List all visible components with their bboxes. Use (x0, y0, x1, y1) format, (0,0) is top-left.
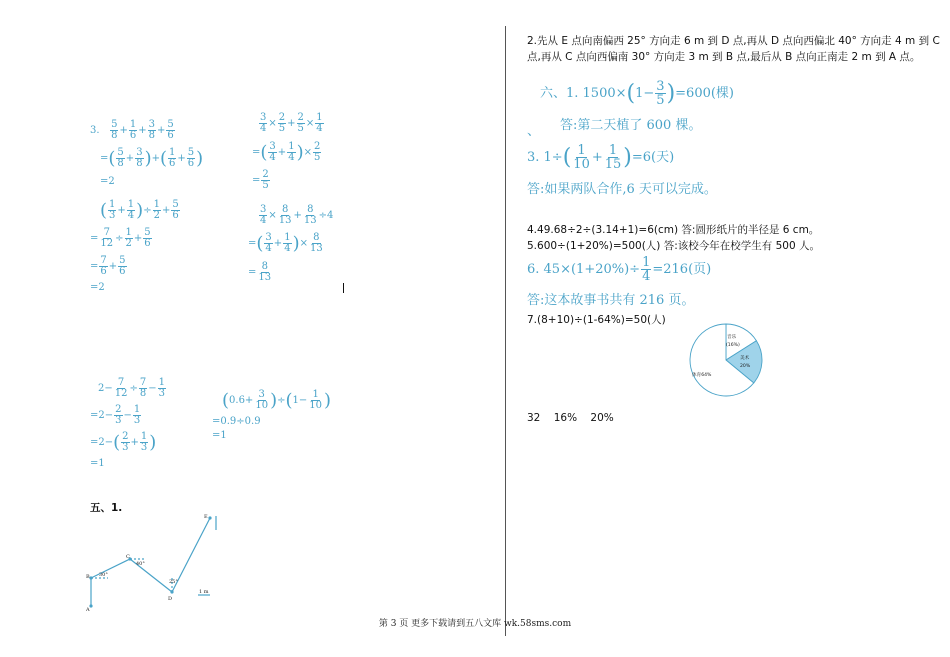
q3a-line1: 3. $\frac{5}{8}$ + $\frac{1}{6}$ + $\frac{3}{8}$ + $\frac{5}{6}$ (90, 119, 174, 141)
q3c-line4: =2 (90, 282, 105, 293)
label-d: D (168, 596, 173, 602)
pie-label-art-pct: 20% (740, 364, 751, 369)
pie-chart (686, 322, 766, 398)
scale-label: 1 m (199, 589, 209, 595)
q3-right: 3. 1÷( $\frac{1}{10}$ + $\frac{1}{15}$ )=6(天) (527, 143, 675, 172)
pie-label-art-name: 美术 (740, 356, 750, 361)
angle-d: 25° (169, 579, 178, 585)
q2-line1: 2.先从 E 点向南偏西 25° 方向走 6 m 到 D 点,再从 D 点向西偏北 40° 方向走 4 m 到 C (527, 35, 940, 47)
pie-label-music-name: 音乐 (727, 335, 737, 340)
q3a-line3: =2 (100, 176, 115, 187)
q3e-line4: =1 (90, 458, 105, 469)
section5-label: 五、1. (90, 502, 123, 514)
s6-q1-answer: 答:第二天植了 600 棵。 (560, 118, 702, 133)
q4: 4.49.68÷2÷(3.14+1)=6(cm) 答:圆形纸片的半径是 6 cm。 (527, 224, 820, 236)
pie-label-sports: 体育64% (692, 373, 712, 378)
q3-right-answer: 答:如果两队合作,6 天可以完成。 (527, 182, 717, 197)
q3f-line3: =1 (212, 430, 227, 441)
angle-c: 40° (136, 561, 145, 567)
q3d-line3: = $\frac{8}{13}$ (248, 261, 272, 283)
q3b-line3: = $\frac{2}{5}$ (252, 169, 269, 191)
label-c: C (126, 554, 130, 560)
segment-bc (91, 559, 130, 578)
pie-label-music-pct: (16%) (726, 343, 740, 348)
page-footer: 第 3 页 更多下载请到五八文库 wk.58sms.com (378, 619, 572, 629)
q3e-line2: =2− $\frac{2}{3}$ − $\frac{1}{3}$ (90, 404, 141, 426)
q3b-line1: $\frac{3}{4}$ × $\frac{2}{5}$ + $\frac{2}{5}$ × $\frac{1}{4}$ (260, 112, 323, 134)
stray-mark: 、 (527, 124, 541, 139)
q3f-line1: (0.6+ $\frac{3}{10}$ )÷(1− $\frac{1}{10}$ ) (222, 389, 332, 411)
q3e-line1: 2− $\frac{7}{12}$ ÷ $\frac{7}{8}$ − $\frac{1}{3}$ (98, 377, 166, 399)
label-a: A (86, 607, 90, 613)
q3f-line2: =0.9÷0.9 (212, 416, 261, 427)
q3c-line3: = $\frac{7}{6}$ + $\frac{5}{6}$ (90, 255, 126, 277)
s6-q1: 六、1. 1500×(1− $\frac{3}{5}$ )=600(棵) (540, 79, 735, 108)
q7: 7.(8+10)÷(1-64%)=50(人) (527, 314, 666, 326)
q3e-line3: =2−( $\frac{2}{3}$ + $\frac{1}{3}$ ) (90, 431, 157, 453)
q3b-line2: =( $\frac{3}{4}$ + $\frac{1}{4}$ )× $\frac{2}{5}$ (252, 141, 321, 163)
q6: 6. 45×(1+20%)÷ $\frac{1}{4}$ =216(页) (527, 255, 712, 284)
route-diagram (86, 508, 231, 613)
q3a-line2: =( $\frac{5}{8}$ + $\frac{3}{8}$ )+( $\frac{1}{6}$ + $\frac{5}{6}$ ) (100, 147, 204, 169)
q3d-line2: =( $\frac{3}{4}$ + $\frac{1}{4}$ )× $\frac{8}{13}$ (248, 232, 323, 254)
angle-b: 30° (99, 572, 108, 578)
q3c-line1: ( $\frac{1}{3}$ + $\frac{1}{4}$ )÷ $\frac{1}{2}$ + $\frac{5}{6}$ (100, 199, 179, 221)
stray-tick (343, 283, 344, 293)
page-divider (505, 26, 506, 636)
label-e: E (204, 514, 208, 520)
q2-line2: 点,再从 C 点向西偏南 30° 方向走 3 m 到 B 点,最后从 B 点向正南走 2 m 到 A 点。 (527, 51, 921, 63)
q5: 5.600÷(1+20%)=500(人) 答:该校今年在校学生有 500 人。 (527, 240, 820, 252)
label-b: B (86, 574, 90, 580)
q3d-line1: $\frac{3}{4}$ × $\frac{8}{13}$ + $\frac{8}{13}$ ÷4 (260, 204, 334, 226)
q6-answer: 答:这本故事书共有 216 页。 (527, 293, 695, 308)
q7-values: 32 16% 20% (527, 412, 614, 424)
q3c-line2: = $\frac{7}{12}$ ÷ $\frac{1}{2}$ + $\frac{5}{6}$ (90, 227, 151, 249)
